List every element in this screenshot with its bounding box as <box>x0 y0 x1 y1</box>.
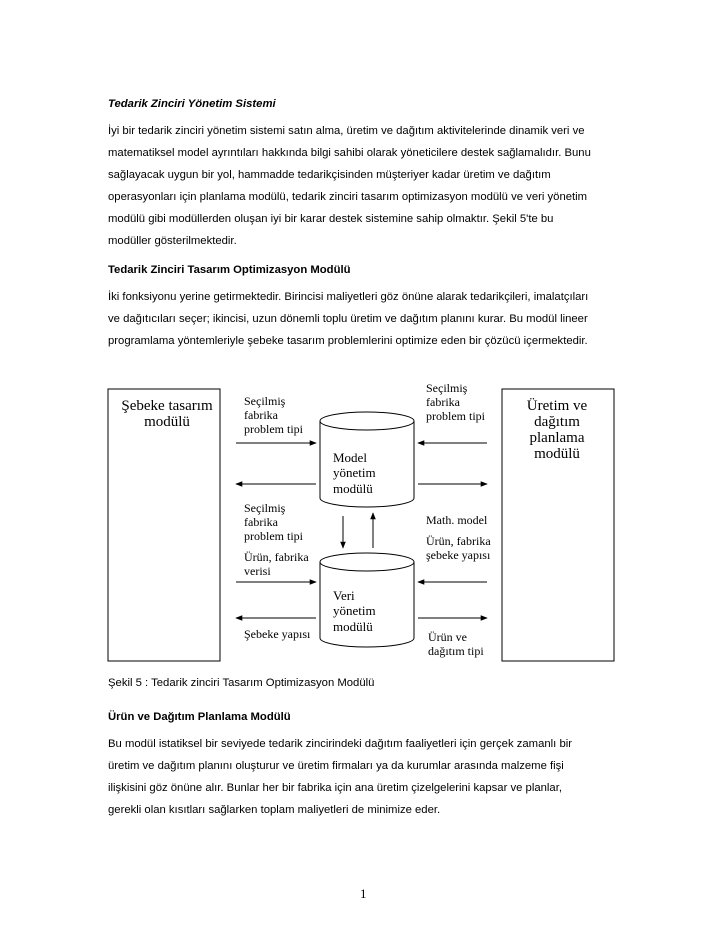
paragraph-line: Bu modül istatiksel bir seviyede tedarik zincirindeki dağıtım faaliyetleri için gerçek zamanlı bir <box>108 738 572 750</box>
planning-module-label: Üretim ve <box>526 398 588 414</box>
paragraph-line: üretim ve dağıtım planını oluşturur ve üretim firmaları ya da kurumlar arasında malzeme fişi <box>108 760 564 772</box>
label-selected-factory: fabrika <box>244 408 278 422</box>
section-heading-design-optimization: Tedarik Zinciri Tasarım Optimizasyon Modülü <box>108 264 351 276</box>
paragraph-line: modüller gösterilmektedir. <box>108 235 237 247</box>
label-selected-factory: Seçilmiş <box>244 394 286 408</box>
label-selected-factory: fabrika <box>244 515 278 529</box>
network-design-module-label: Şebeke tasarım <box>121 398 213 414</box>
paragraph-product-distribution-planning <box>108 733 572 821</box>
section-heading-product-distribution-planning: Ürün ve Dağıtım Planlama Modülü <box>108 711 291 723</box>
label-selected-factory: Seçilmiş <box>244 501 286 515</box>
planning-module-label: modülü <box>534 446 580 462</box>
paragraph-line: matematiksel model ayrıntıları hakkında bilgi sahibi olarak yöneticilere destek sağlamalıdır. Bunu <box>108 147 591 159</box>
paragraph-line: ilişkisini göz önüne alır. Bunlar her bir fabrika için ana üretim çizelgelerini kapsar ve planlar, <box>108 782 562 794</box>
label-selected-factory: problem tipi <box>244 422 303 436</box>
label-product-factory-data: verisi <box>244 564 271 578</box>
label-selected-factory: problem tipi <box>244 529 303 543</box>
model-management-label: yönetim <box>333 465 376 480</box>
label-selected-factory: Seçilmiş <box>426 381 468 395</box>
data-management-label: modülü <box>333 619 373 634</box>
paragraph-line: programlama yöntemleriyle şebeke tasarım problemlerini optimize eden bir çözücü içermektedir. <box>108 335 588 347</box>
label-product-factory-data: Ürün, fabrika <box>244 550 309 564</box>
data-management-label: Veri <box>333 588 355 603</box>
label-selected-factory: fabrika <box>426 395 460 409</box>
paragraph-line: gerekli olan kısıtları sağlarken toplam maliyetleri de minimize eder. <box>108 804 441 816</box>
paragraph-line: operasyonları için planlama modülü, tedarik zinciri tasarım optimizasyon modülü ve veri yönetim <box>108 191 588 203</box>
model-management-label: modülü <box>333 481 373 496</box>
paragraph-line: İki fonksiyonu yerine getirmektedir. Birincisi maliyetleri göz önüne alarak tedarikçileri, imalatçıları <box>108 291 589 303</box>
paragraph-line: modülü gibi modüllerden oluşan iyi bir karar destek sistemine sahip olmaktır. Şekil 5'te bu <box>108 213 554 225</box>
label-selected-factory: problem tipi <box>426 409 485 423</box>
planning-module-label: planlama <box>529 430 585 446</box>
figure-caption: Şekil 5 : Tedarik zinciri Tasarım Optimizasyon Modülü <box>108 677 375 689</box>
label-product-factory-network: şebeke yapısı <box>426 548 491 562</box>
label-math-model: Math. model <box>426 513 488 527</box>
paragraph-line: ve dağıtıcıları seçer; ikincisi, uzun dönemli toplu üretim ve dağıtım planını kurar. Bu modül lineer <box>108 313 588 325</box>
page-number: 1 <box>360 886 367 901</box>
label-network-structure: Şebeke yapısı <box>244 627 311 641</box>
network-design-module-label: modülü <box>144 414 190 430</box>
label-product-distribution-type: Ürün ve <box>428 630 467 644</box>
paragraph-line: İyi bir tedarik zinciri yönetim sistemi satın alma, üretim ve dağıtım aktivitelerinde dinamik veri ve <box>108 125 585 137</box>
planning-module-label: dağıtım <box>534 414 580 430</box>
paragraph-line: sağlayacak uygun bir yol, hammadde tedarikçisinden müşteriyer kadar üretim ve dağıtım <box>108 169 551 181</box>
model-management-label: Model <box>333 450 367 465</box>
label-product-factory-network: Ürün, fabrika <box>426 534 491 548</box>
section-heading-supply-chain-system: Tedarik Zinciri Yönetim Sistemi <box>108 98 276 110</box>
data-management-label: yönetim <box>333 603 376 618</box>
label-product-distribution-type: dağıtım tipi <box>428 644 484 658</box>
